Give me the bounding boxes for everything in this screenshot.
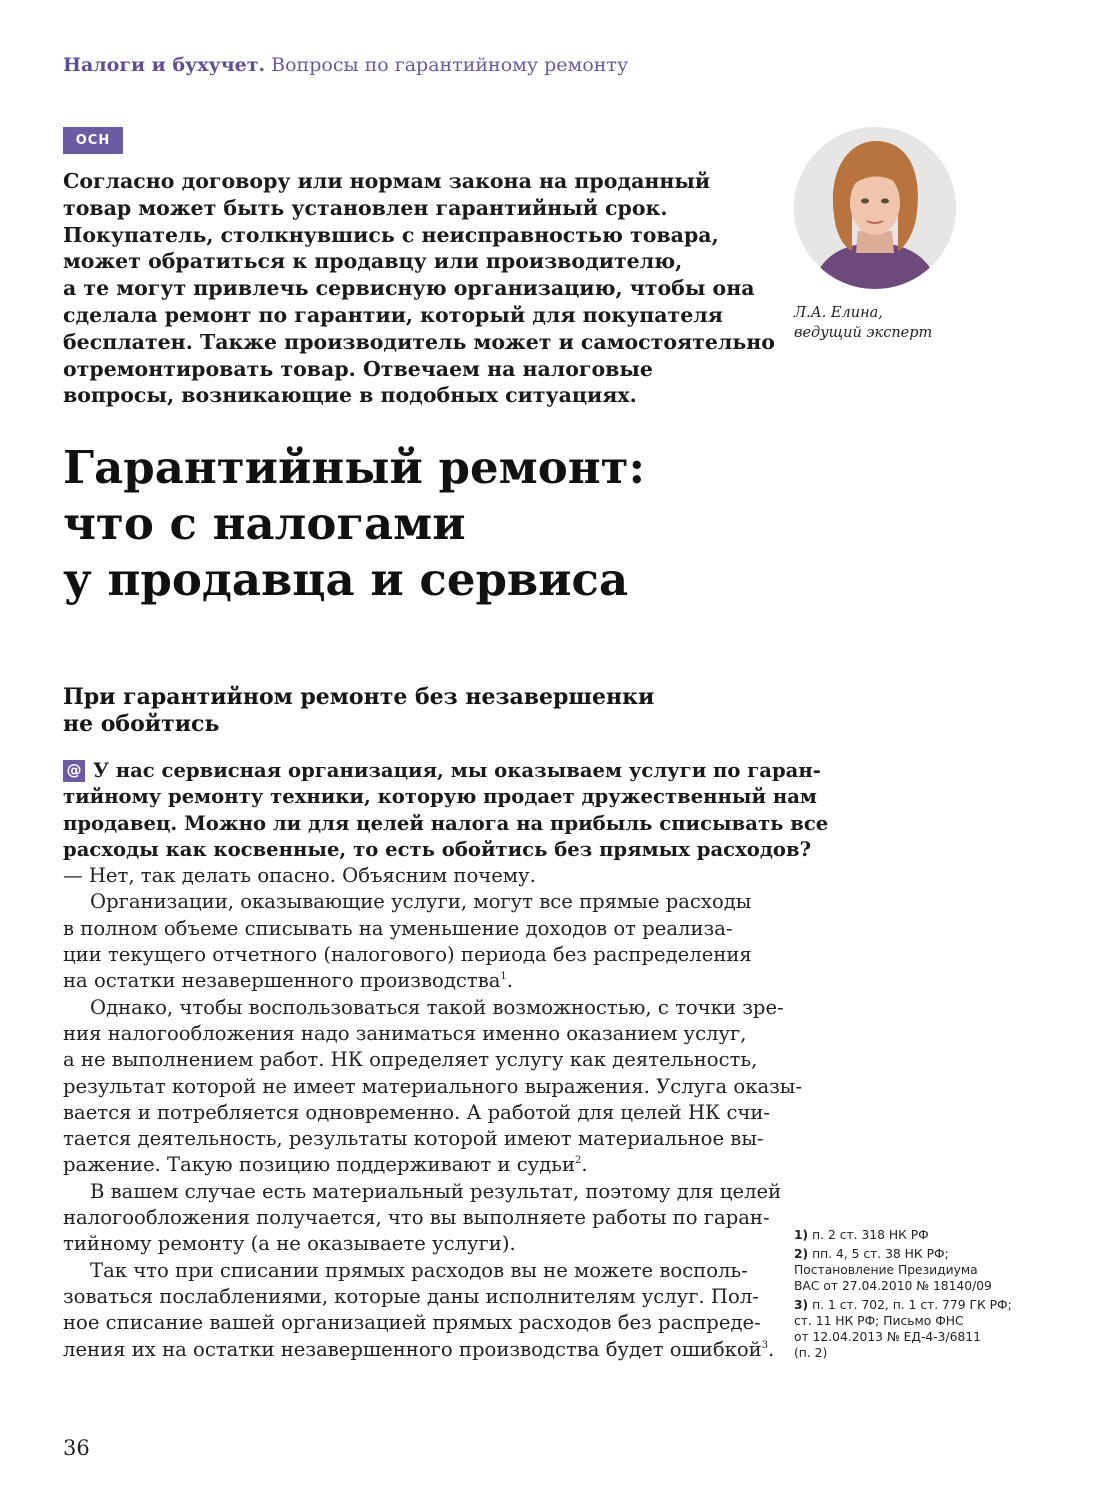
lead-line: товар может быть установлен гарантийный срок.	[63, 195, 668, 220]
title-line: Гарантийный ремонт:	[63, 441, 646, 494]
paragraph-line: зоваться послаблениями, которые даны исполнителям услуг. Пол-	[63, 1284, 759, 1308]
paragraph-line: вается и потребляется одновременно. А работой для целей НК счи-	[63, 1100, 771, 1124]
lead-paragraph	[63, 168, 775, 409]
author-portrait	[794, 127, 956, 289]
title-line: у продавца и сервиса	[63, 553, 629, 606]
footnote	[794, 1227, 1024, 1243]
footnote-number: 2)	[794, 1247, 809, 1261]
article-title	[63, 440, 645, 608]
footnote-line	[794, 1246, 1024, 1262]
lead-line: бесплатен. Также производитель может и самостоятельно	[63, 329, 775, 354]
title-line: что с налогами	[63, 497, 466, 550]
paragraph-line: тийному ремонту (а не оказываете услуги).	[63, 1232, 516, 1256]
lead-line: отремонтировать товар. Отвечаем на налоговые	[63, 356, 653, 381]
footnote-text: пп. 4, 5 ст. 38 НК РФ;	[812, 1247, 949, 1261]
header-topic: Вопросы по гарантийному ремонту	[271, 54, 629, 76]
footnote-line	[794, 1227, 1024, 1243]
paragraph-tail: .	[581, 1153, 588, 1177]
paragraph-line: Организации, оказывающие услуги, могут все прямые расходы	[90, 890, 752, 914]
author-name: Л.А. Елина,	[794, 305, 883, 321]
paragraph-line: тается деятельность, результаты которой имеют материальное вы-	[63, 1127, 764, 1151]
paragraph-line: В вашем случае есть материальный результат, поэтому для целей	[90, 1179, 782, 1203]
paragraph-line: Однако, чтобы воспользоваться такой возможностью, с точки зре-	[90, 995, 784, 1019]
paragraph-line: ции текущего отчетного (налогового) периода без распределения	[63, 943, 752, 967]
paragraph-tail: .	[506, 969, 514, 993]
footnote-line: ст. 11 НК РФ; Письмо ФНС	[794, 1314, 964, 1328]
paragraph-line: ния налогообложения надо заниматься именно оказанием услуг,	[63, 1021, 747, 1045]
footnotes	[794, 1227, 1024, 1364]
paragraph-line: а не выполнением работ. НК определяет услугу как деятельность,	[63, 1048, 758, 1072]
footnote-line: от 12.04.2013 № ЕД-4-3/6811	[794, 1330, 981, 1344]
footnote-text: п. 2 ст. 318 НК РФ	[812, 1228, 929, 1242]
footnote-ref: 2	[575, 1155, 582, 1167]
answer-line: — Нет, так делать опасно. Объясним почему.	[63, 864, 536, 888]
tax-regime-tag: ОСН	[63, 127, 123, 154]
paragraph-text: ражение. Такую позицию поддерживают и судьи	[63, 1153, 576, 1177]
lead-line: вопросы, возникающие в подобных ситуациях.	[63, 383, 637, 408]
paragraph-line	[63, 1337, 775, 1363]
lead-line: а те могут привлечь сервисную организацию, чтобы она	[63, 276, 755, 301]
footnote-number: 3)	[794, 1298, 809, 1312]
running-header	[63, 54, 628, 76]
paragraph-line	[63, 968, 739, 994]
footnote-line: Постановление Президиума	[794, 1263, 978, 1277]
paragraph-line	[63, 1152, 739, 1178]
footnote-ref: 1	[500, 971, 507, 983]
footnote-line	[794, 1297, 1024, 1313]
author-photo	[794, 127, 956, 289]
lead-line: Согласно договору или нормам закона на проданный	[63, 169, 711, 193]
paragraph-line: Так что при списании прямых расходов вы не можете восполь-	[90, 1258, 748, 1282]
question-text: У нас сервисная организация, мы оказываем услуги по гаран-	[93, 759, 821, 782]
section-heading	[63, 684, 654, 738]
paragraph-line: налогообложения получается, что вы выполняете работы по гаран-	[63, 1206, 770, 1230]
section-heading-line: При гарантийном ремонте без незавершенки	[63, 684, 655, 710]
paragraph-line: ное списание вашей организацией прямых расходов без распреде-	[63, 1311, 761, 1335]
question-line: расходы как косвенные, то есть обойтись без прямых расходов?	[63, 837, 812, 861]
header-section: Налоги и бухучет.	[63, 54, 266, 76]
paragraph-text: ления их на остатки незавершенного производства будет ошибкой	[63, 1337, 762, 1361]
paragraph-text: на остатки незавершенного производства	[63, 969, 501, 993]
footnote	[794, 1246, 1024, 1294]
footnote-line: ВАС от 27.04.2010 № 18140/09	[794, 1279, 992, 1293]
question-line: продавец. Можно ли для целей налога на прибыль списывать все	[63, 811, 829, 835]
lead-line: сделала ремонт по гарантии, который для покупателя	[63, 302, 723, 327]
paragraph-line: результат которой не имеет материального выражения. Услуга оказы-	[63, 1074, 803, 1098]
email-icon: @	[63, 760, 85, 782]
paragraph-line: в полном объеме списывать на уменьшение доходов от реализа-	[63, 916, 733, 940]
question-line	[63, 758, 821, 784]
lead-line: Покупатель, столкнувшись с неисправностью товара,	[63, 222, 719, 247]
footnote-line: (п. 2)	[794, 1346, 828, 1360]
page-number: 36	[63, 1436, 90, 1460]
author-caption	[794, 303, 932, 343]
author-role: ведущий эксперт	[794, 325, 933, 341]
footnote-ref: 3	[761, 1339, 769, 1351]
footnote-text: п. 1 ст. 702, п. 1 ст. 779 ГК РФ;	[812, 1298, 1012, 1312]
paragraph-tail: .	[768, 1337, 775, 1361]
footnote-number: 1)	[794, 1228, 809, 1242]
section-heading-line: не обойтись	[63, 711, 220, 737]
footnote	[794, 1297, 1024, 1361]
question-line: тийному ремонту техники, которую продает дружественный нам	[63, 785, 817, 809]
lead-line: может обратиться к продавцу или производителю,	[63, 249, 683, 274]
